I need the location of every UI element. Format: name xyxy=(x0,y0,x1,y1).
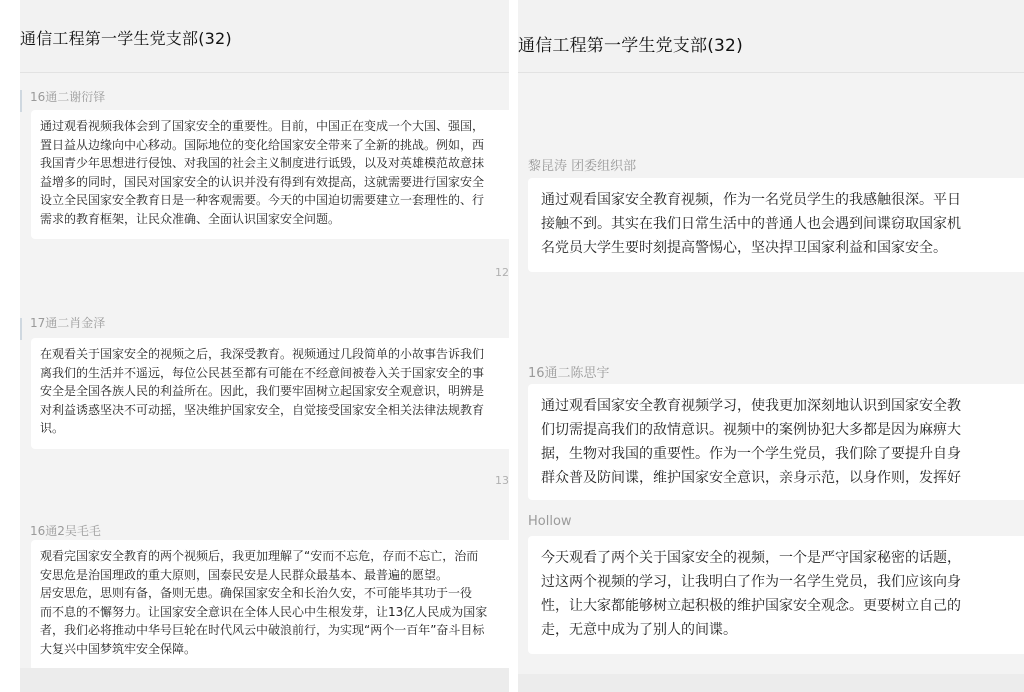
panel-bottom-edge xyxy=(518,674,1024,692)
message-bubble[interactable] xyxy=(31,338,509,449)
message-line: 设立全民国家安全教育日是一种客观需要。今天的中国迫切需要建立一套理性的、行 xyxy=(40,193,485,208)
message-bubble[interactable] xyxy=(528,384,1024,500)
message-line: 群众普及防间谍，维护国家安全意识，亲身示范，以身作则，发挥好 xyxy=(541,470,961,486)
message-line: 离我们的生活并不遥远，每位公民甚至都有可能在不经意间被卷入关于国家安全的事 xyxy=(40,365,485,380)
message-bubble[interactable] xyxy=(528,536,1024,654)
message-line: 们切需提高我们的敌情意识。视频中的案例协犯大多都是因为麻痹大 xyxy=(541,422,961,438)
message-line: 而不息的不懈努力。让国家安全意识在全体人民心中生根发芽，让13亿人民成为国家 xyxy=(40,604,488,619)
message-line: 置日益从边缘向中心移动。国际地位的变化给国家安全带来了全新的挑战。例如，西 xyxy=(40,137,485,152)
selection-marker xyxy=(20,318,22,340)
message-sender: 黎昆涛 团委组织部 xyxy=(528,159,637,174)
message-line: 益增多的同时，国民对国家安全的认识并没有得到有效提高，这就需要进行国家安全 xyxy=(40,174,485,189)
message-line: 名党员大学生要时刻提高警惕心，坚决捍卫国家利益和国家安全。 xyxy=(541,240,947,256)
message-line: 通过观看视频我体会到了国家安全的重要性。目前，中国正在变成一个大国、强国， xyxy=(40,119,485,133)
message-sender: 16通二陈思宇 xyxy=(528,366,610,381)
panel-bottom-edge xyxy=(20,668,509,692)
message-line: 接触不到。其实在我们日常生活中的普通人也会遇到间谍窃取国家机 xyxy=(541,216,961,232)
message-sender: 16通2吴毛毛 xyxy=(30,524,101,538)
message-line: 安全是全国各族人民的利益所在。因此，我们要牢固树立起国家安全观意识，明辨是 xyxy=(40,384,485,399)
message-timestamp: 12 xyxy=(495,266,509,279)
message-line: 过这两个视频的学习，让我明白了作为一名学生党员，我们应该向身 xyxy=(541,574,961,590)
message-bubble[interactable] xyxy=(528,178,1024,272)
panel-divider xyxy=(509,0,518,692)
message-bubble[interactable] xyxy=(31,110,509,239)
chat-window-right xyxy=(518,0,1024,692)
message-line: 识。 xyxy=(40,421,65,436)
message-line: 大复兴中国梦筑牢安全保障。 xyxy=(40,641,197,656)
message-line: 通过观看国家安全教育视频学习，使我更加深刻地认识到国家安全教 xyxy=(541,398,961,414)
message-line: 对利益诱惑坚决不可动摇，坚决维护国家安全，自觉接受国家安全相关法律法规教育 xyxy=(40,402,485,417)
message-sender: 16通二谢衍铎 xyxy=(30,90,106,104)
message-line: 者，我们必将推动中华号巨轮在时代风云中破浪前行，为实现“两个一百年”奋斗目标 xyxy=(40,623,485,638)
message-line: 需求的教育框架，让民众准确、全面认识国家安全问题。 xyxy=(40,211,341,226)
chat-header xyxy=(518,0,1024,73)
message-bubble[interactable] xyxy=(31,540,509,671)
message-line: 走，无意中成为了别人的间谍。 xyxy=(541,622,737,638)
group-title: 通信工程第一学生党支部(32) xyxy=(20,29,232,48)
message-line: 居安思危，思则有备，备则无患。确保国家安全和长治久安，不可能毕其功于一役 xyxy=(40,586,473,601)
message-line: 性，让大家都能够树立起积极的维护国家安全观念。更要树立自己的 xyxy=(541,598,961,614)
message-line: 据，生物对我国的重要性。作为一个学生党员，我们除了要提升自身 xyxy=(541,446,961,462)
message-timestamp: 13 xyxy=(495,474,509,487)
message-sender: 17通二肖金泽 xyxy=(30,316,106,330)
chat-header xyxy=(20,0,509,73)
chat-window-left xyxy=(20,0,509,692)
selection-marker xyxy=(20,90,22,112)
message-line: 今天观看了两个关于国家安全的视频，一个是严守国家秘密的话题， xyxy=(541,550,961,566)
message-line: 通过观看国家安全教育视频，作为一名党员学生的我感触很深。平日 xyxy=(541,192,961,208)
message-line: 在观看关于国家安全的视频之后，我深受教育。视频通过几段简单的小故事告诉我们 xyxy=(40,347,485,361)
message-line: 我国青少年思想进行侵蚀、对我国的社会主义制度进行诋毁，以及对英雄模范故意抹 xyxy=(40,156,485,171)
message-line: 观看完国家安全教育的两个视频后，我更加理解了“安而不忘危，存而不忘亡，治而 xyxy=(40,549,479,563)
message-line: 安思危是治国理政的重大原则，国泰民安是人民群众最基本、最普遍的愿望。 xyxy=(40,567,449,582)
message-sender: Hollow xyxy=(528,514,572,529)
group-title: 通信工程第一学生党支部(32) xyxy=(518,36,743,56)
